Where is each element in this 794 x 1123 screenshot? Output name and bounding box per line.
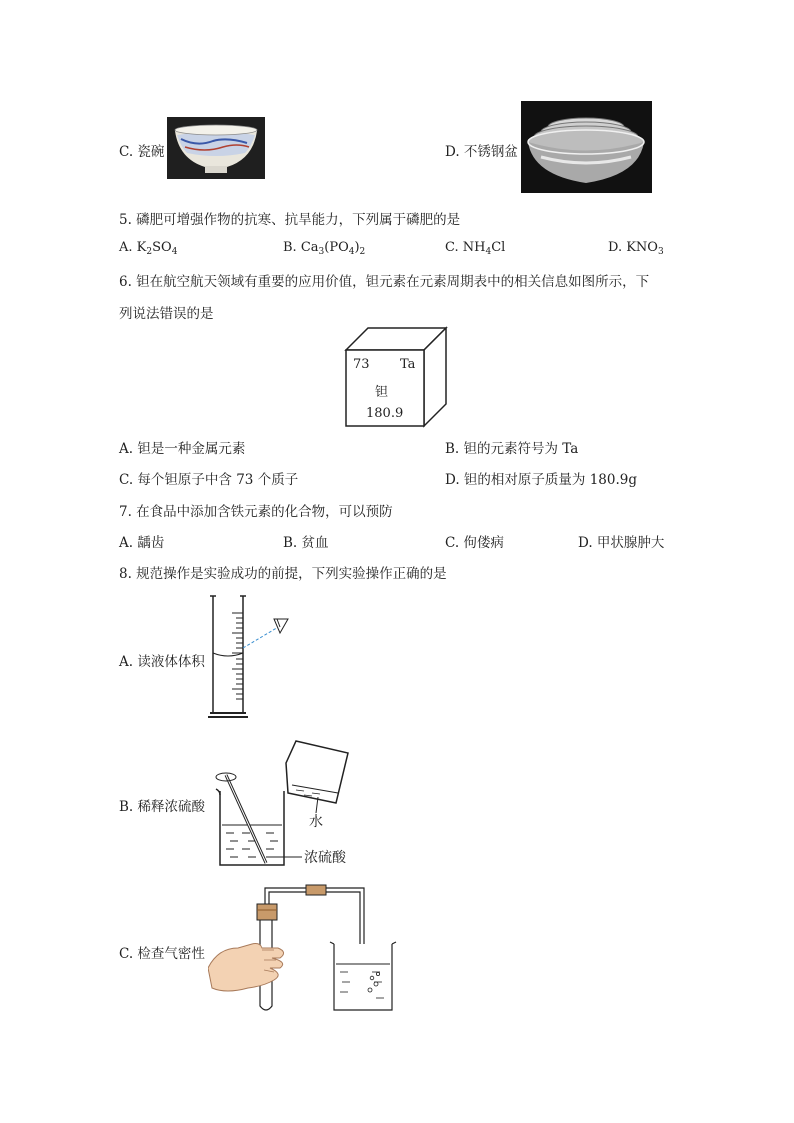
q5-option-c: C. $NH_4Cl$	[445, 240, 506, 257]
porcelain-bowl-image	[167, 117, 265, 179]
q4-option-c: C. 瓷碗	[119, 144, 165, 160]
graduated-cylinder-diagram	[208, 593, 298, 723]
q6-option-a: A. 钽是一种金属元素	[119, 441, 246, 457]
airtightness-check-diagram	[208, 878, 400, 1018]
element-name: 钽	[375, 385, 389, 400]
q6-stem-line2: 列说法错误的是	[119, 306, 214, 322]
q8-stem: 8. 规范操作是实验成功的前提，下列实验操作正确的是	[119, 566, 447, 582]
label-concentrated-acid: 浓硫酸	[304, 850, 346, 866]
element-mass: 180.9	[366, 406, 404, 421]
element-atomic-number: 73	[353, 357, 370, 372]
q8-option-c: C. 检查气密性	[119, 946, 205, 962]
periodic-element-cube	[344, 326, 448, 428]
acid-dilution-diagram	[208, 737, 358, 869]
q8-option-b: B. 稀释浓硫酸	[119, 799, 206, 815]
q6-option-b: B. 钽的元素符号为 Ta	[445, 441, 579, 457]
q5-option-d: D. $KNO_3$	[608, 240, 664, 257]
q7-option-d: D. 甲状腺肿大	[578, 535, 665, 551]
q4-option-d: D. 不锈钢盆	[445, 144, 518, 160]
q5-option-b: B. $Ca_3(PO_4)_2$	[283, 240, 366, 257]
q6-option-d: D. 钽的相对原子质量为 180.9g	[445, 472, 638, 488]
label-water: 水	[309, 814, 323, 830]
q5-stem: 5. 磷肥可增强作物的抗寒、抗旱能力，下列属于磷肥的是	[119, 212, 461, 228]
q7-stem: 7. 在食品中添加含铁元素的化合物，可以预防	[119, 504, 393, 520]
q5-option-a: A. $K_2SO_4$	[119, 240, 178, 257]
stainless-basins-image	[521, 101, 652, 193]
q7-option-b: B. 贫血	[283, 535, 329, 551]
q6-option-c: C. 每个钽原子中含 73 个质子	[119, 472, 299, 488]
q6-stem-line1: 6. 钽在航空航天领域有重要的应用价值，钽元素在元素周期表中的相关信息如图所示，下	[119, 274, 650, 290]
q7-option-a: A. 龋齿	[119, 535, 165, 551]
q7-option-c: C. 佝偻病	[445, 535, 504, 551]
element-symbol: Ta	[400, 357, 416, 372]
q8-option-a: A. 读液体体积	[119, 654, 205, 670]
